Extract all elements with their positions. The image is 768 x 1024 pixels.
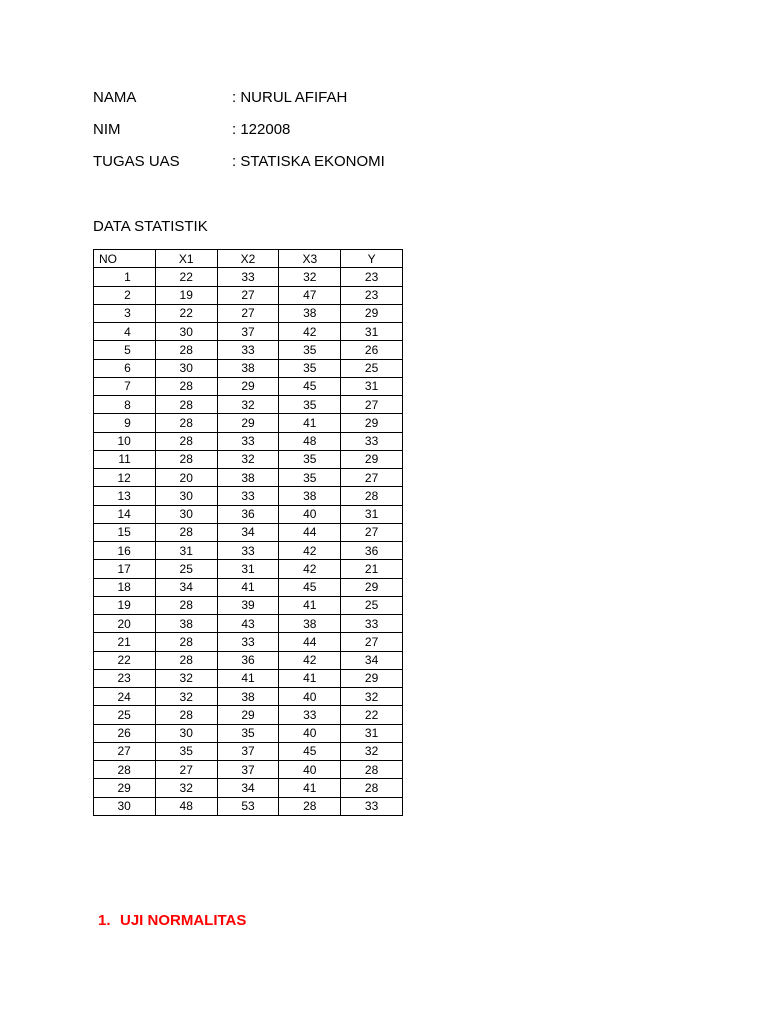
info-label: NAMA xyxy=(93,89,137,106)
table-cell: 30 xyxy=(155,505,217,523)
table-cell: 29 xyxy=(341,304,403,322)
table-cell: 32 xyxy=(341,688,403,706)
table-cell: 9 xyxy=(94,414,156,432)
table-cell: 33 xyxy=(217,432,279,450)
table-cell: 28 xyxy=(279,797,341,815)
table-cell: 42 xyxy=(279,323,341,341)
table-row xyxy=(94,469,403,487)
table-cell: 25 xyxy=(155,560,217,578)
table-cell: 25 xyxy=(341,596,403,614)
table-cell: 38 xyxy=(279,487,341,505)
table-row xyxy=(94,761,403,779)
table-cell: 30 xyxy=(155,359,217,377)
info-label: NIM xyxy=(93,121,121,138)
table-row xyxy=(94,359,403,377)
table-cell: 36 xyxy=(217,505,279,523)
table-cell: 40 xyxy=(279,505,341,523)
table-cell: 27 xyxy=(94,742,156,760)
table-row xyxy=(94,669,403,687)
table-cell: 38 xyxy=(279,615,341,633)
table-cell: 35 xyxy=(279,396,341,414)
table-row xyxy=(94,688,403,706)
table-row xyxy=(94,615,403,633)
table-cell: 8 xyxy=(94,396,156,414)
table-cell: 21 xyxy=(94,633,156,651)
table-row xyxy=(94,560,403,578)
table-cell: 47 xyxy=(279,286,341,304)
table-cell: 5 xyxy=(94,341,156,359)
table-row xyxy=(94,396,403,414)
table-cell: 33 xyxy=(217,487,279,505)
table-cell: 33 xyxy=(279,706,341,724)
table-cell: 41 xyxy=(279,669,341,687)
table-row xyxy=(94,286,403,304)
table-cell: 40 xyxy=(279,688,341,706)
table-row xyxy=(94,414,403,432)
table-cell: 22 xyxy=(155,268,217,286)
table-cell: 27 xyxy=(341,469,403,487)
table-cell: 42 xyxy=(279,560,341,578)
table-cell: 30 xyxy=(94,797,156,815)
table-cell: 28 xyxy=(155,414,217,432)
info-value: : NURUL AFIFAH xyxy=(232,89,348,106)
table-cell: 32 xyxy=(155,779,217,797)
table-cell: 28 xyxy=(155,706,217,724)
table-cell: 22 xyxy=(94,651,156,669)
table-cell: 22 xyxy=(155,304,217,322)
info-label: TUGAS UAS xyxy=(93,153,180,170)
table-cell: 28 xyxy=(155,432,217,450)
table-row xyxy=(94,578,403,596)
table-cell: 6 xyxy=(94,359,156,377)
table-cell: 32 xyxy=(155,669,217,687)
table-cell: 14 xyxy=(94,505,156,523)
table-cell: 32 xyxy=(341,742,403,760)
column-header-x2: X2 xyxy=(217,250,279,268)
table-cell: 38 xyxy=(155,615,217,633)
table-row xyxy=(94,450,403,468)
table-row xyxy=(94,268,403,286)
table-cell: 31 xyxy=(341,505,403,523)
table-cell: 41 xyxy=(279,779,341,797)
table-cell: 28 xyxy=(155,450,217,468)
table-cell: 16 xyxy=(94,542,156,560)
table-cell: 41 xyxy=(217,578,279,596)
table-cell: 30 xyxy=(155,487,217,505)
table-cell: 21 xyxy=(341,560,403,578)
column-header-x3: X3 xyxy=(279,250,341,268)
table-cell: 41 xyxy=(279,596,341,614)
table-row xyxy=(94,542,403,560)
table-cell: 26 xyxy=(341,341,403,359)
table-cell: 30 xyxy=(155,323,217,341)
table-header-row xyxy=(94,250,403,268)
table-row xyxy=(94,377,403,395)
table-cell: 19 xyxy=(94,596,156,614)
table-cell: 25 xyxy=(94,706,156,724)
table-cell: 42 xyxy=(279,542,341,560)
table-cell: 11 xyxy=(94,450,156,468)
data-table xyxy=(93,249,403,816)
table-row xyxy=(94,505,403,523)
table-cell: 32 xyxy=(279,268,341,286)
table-cell: 40 xyxy=(279,761,341,779)
table-cell: 48 xyxy=(279,432,341,450)
table-cell: 37 xyxy=(217,761,279,779)
table-cell: 31 xyxy=(217,560,279,578)
table-cell: 10 xyxy=(94,432,156,450)
table-cell: 28 xyxy=(155,396,217,414)
table-cell: 53 xyxy=(217,797,279,815)
table-cell: 48 xyxy=(155,797,217,815)
table-cell: 7 xyxy=(94,377,156,395)
table-cell: 28 xyxy=(155,523,217,541)
table-cell: 28 xyxy=(341,487,403,505)
table-cell: 38 xyxy=(217,688,279,706)
table-cell: 25 xyxy=(341,359,403,377)
table-cell: 30 xyxy=(155,724,217,742)
table-cell: 32 xyxy=(217,396,279,414)
table-cell: 22 xyxy=(341,706,403,724)
table-cell: 23 xyxy=(341,286,403,304)
table-cell: 45 xyxy=(279,578,341,596)
table-cell: 39 xyxy=(217,596,279,614)
table-cell: 35 xyxy=(279,341,341,359)
table-row xyxy=(94,779,403,797)
table-cell: 1 xyxy=(94,268,156,286)
table-cell: 13 xyxy=(94,487,156,505)
table-cell: 27 xyxy=(217,286,279,304)
table-cell: 23 xyxy=(341,268,403,286)
table-cell: 29 xyxy=(341,669,403,687)
table-cell: 33 xyxy=(217,268,279,286)
table-cell: 26 xyxy=(94,724,156,742)
table-row xyxy=(94,633,403,651)
table-cell: 29 xyxy=(217,377,279,395)
table-cell: 34 xyxy=(217,779,279,797)
table-row xyxy=(94,487,403,505)
table-cell: 31 xyxy=(155,542,217,560)
info-row-nama xyxy=(93,89,347,107)
table-cell: 34 xyxy=(217,523,279,541)
table-cell: 35 xyxy=(217,724,279,742)
table-cell: 28 xyxy=(94,761,156,779)
heading-text: UJI NORMALITAS xyxy=(120,912,247,929)
table-cell: 28 xyxy=(155,651,217,669)
table-cell: 33 xyxy=(341,432,403,450)
table-cell: 28 xyxy=(155,633,217,651)
table-row xyxy=(94,523,403,541)
table-cell: 43 xyxy=(217,615,279,633)
table-cell: 28 xyxy=(341,779,403,797)
table-cell: 35 xyxy=(279,469,341,487)
table-cell: 42 xyxy=(279,651,341,669)
table-row xyxy=(94,323,403,341)
section-heading xyxy=(98,912,246,930)
table-cell: 38 xyxy=(217,359,279,377)
table-cell: 32 xyxy=(155,688,217,706)
table-cell: 37 xyxy=(217,323,279,341)
table-cell: 19 xyxy=(155,286,217,304)
table-cell: 36 xyxy=(341,542,403,560)
table-row xyxy=(94,596,403,614)
table-cell: 23 xyxy=(94,669,156,687)
table-cell: 44 xyxy=(279,633,341,651)
table-cell: 17 xyxy=(94,560,156,578)
table-cell: 33 xyxy=(341,615,403,633)
table-cell: 35 xyxy=(155,742,217,760)
table-row xyxy=(94,341,403,359)
table-cell: 32 xyxy=(217,450,279,468)
table-cell: 34 xyxy=(155,578,217,596)
table-cell: 31 xyxy=(341,323,403,341)
table-cell: 27 xyxy=(155,761,217,779)
table-cell: 28 xyxy=(155,377,217,395)
table-cell: 28 xyxy=(155,596,217,614)
table-cell: 29 xyxy=(217,706,279,724)
table-cell: 45 xyxy=(279,742,341,760)
info-row-tugas xyxy=(93,153,385,171)
table-cell: 34 xyxy=(341,651,403,669)
table-cell: 27 xyxy=(341,633,403,651)
section-title: DATA STATISTIK xyxy=(93,218,208,235)
table-cell: 29 xyxy=(94,779,156,797)
info-value: : STATISKA EKONOMI xyxy=(232,153,385,170)
info-row-nim xyxy=(93,121,290,139)
table-cell: 4 xyxy=(94,323,156,341)
table-cell: 38 xyxy=(217,469,279,487)
table-cell: 15 xyxy=(94,523,156,541)
table-cell: 37 xyxy=(217,742,279,760)
table-cell: 45 xyxy=(279,377,341,395)
table-cell: 33 xyxy=(217,341,279,359)
table-cell: 27 xyxy=(341,523,403,541)
column-header-no: NO xyxy=(94,250,156,268)
heading-number: 1. xyxy=(98,912,111,929)
table-cell: 31 xyxy=(341,724,403,742)
column-header-x1: X1 xyxy=(155,250,217,268)
table-cell: 3 xyxy=(94,304,156,322)
table-row xyxy=(94,432,403,450)
table-row xyxy=(94,742,403,760)
table-cell: 2 xyxy=(94,286,156,304)
table-cell: 27 xyxy=(217,304,279,322)
table-cell: 28 xyxy=(341,761,403,779)
table-cell: 27 xyxy=(341,396,403,414)
table-cell: 40 xyxy=(279,724,341,742)
table-cell: 44 xyxy=(279,523,341,541)
table-cell: 33 xyxy=(217,633,279,651)
table-row xyxy=(94,651,403,669)
table-cell: 33 xyxy=(341,797,403,815)
table-cell: 38 xyxy=(279,304,341,322)
table-cell: 29 xyxy=(217,414,279,432)
table-cell: 12 xyxy=(94,469,156,487)
table-cell: 29 xyxy=(341,450,403,468)
table-row xyxy=(94,724,403,742)
table-cell: 20 xyxy=(155,469,217,487)
column-header-y: Y xyxy=(341,250,403,268)
table-cell: 35 xyxy=(279,450,341,468)
table-row xyxy=(94,706,403,724)
info-value: : 122008 xyxy=(232,121,291,138)
table-cell: 29 xyxy=(341,578,403,596)
table-row xyxy=(94,304,403,322)
table-cell: 28 xyxy=(155,341,217,359)
table-cell: 18 xyxy=(94,578,156,596)
table-body xyxy=(94,268,403,816)
table-row xyxy=(94,797,403,815)
table-cell: 36 xyxy=(217,651,279,669)
table-cell: 41 xyxy=(279,414,341,432)
table-cell: 24 xyxy=(94,688,156,706)
table-cell: 20 xyxy=(94,615,156,633)
table-cell: 33 xyxy=(217,542,279,560)
table-cell: 29 xyxy=(341,414,403,432)
table-cell: 35 xyxy=(279,359,341,377)
table-cell: 31 xyxy=(341,377,403,395)
table-cell: 41 xyxy=(217,669,279,687)
